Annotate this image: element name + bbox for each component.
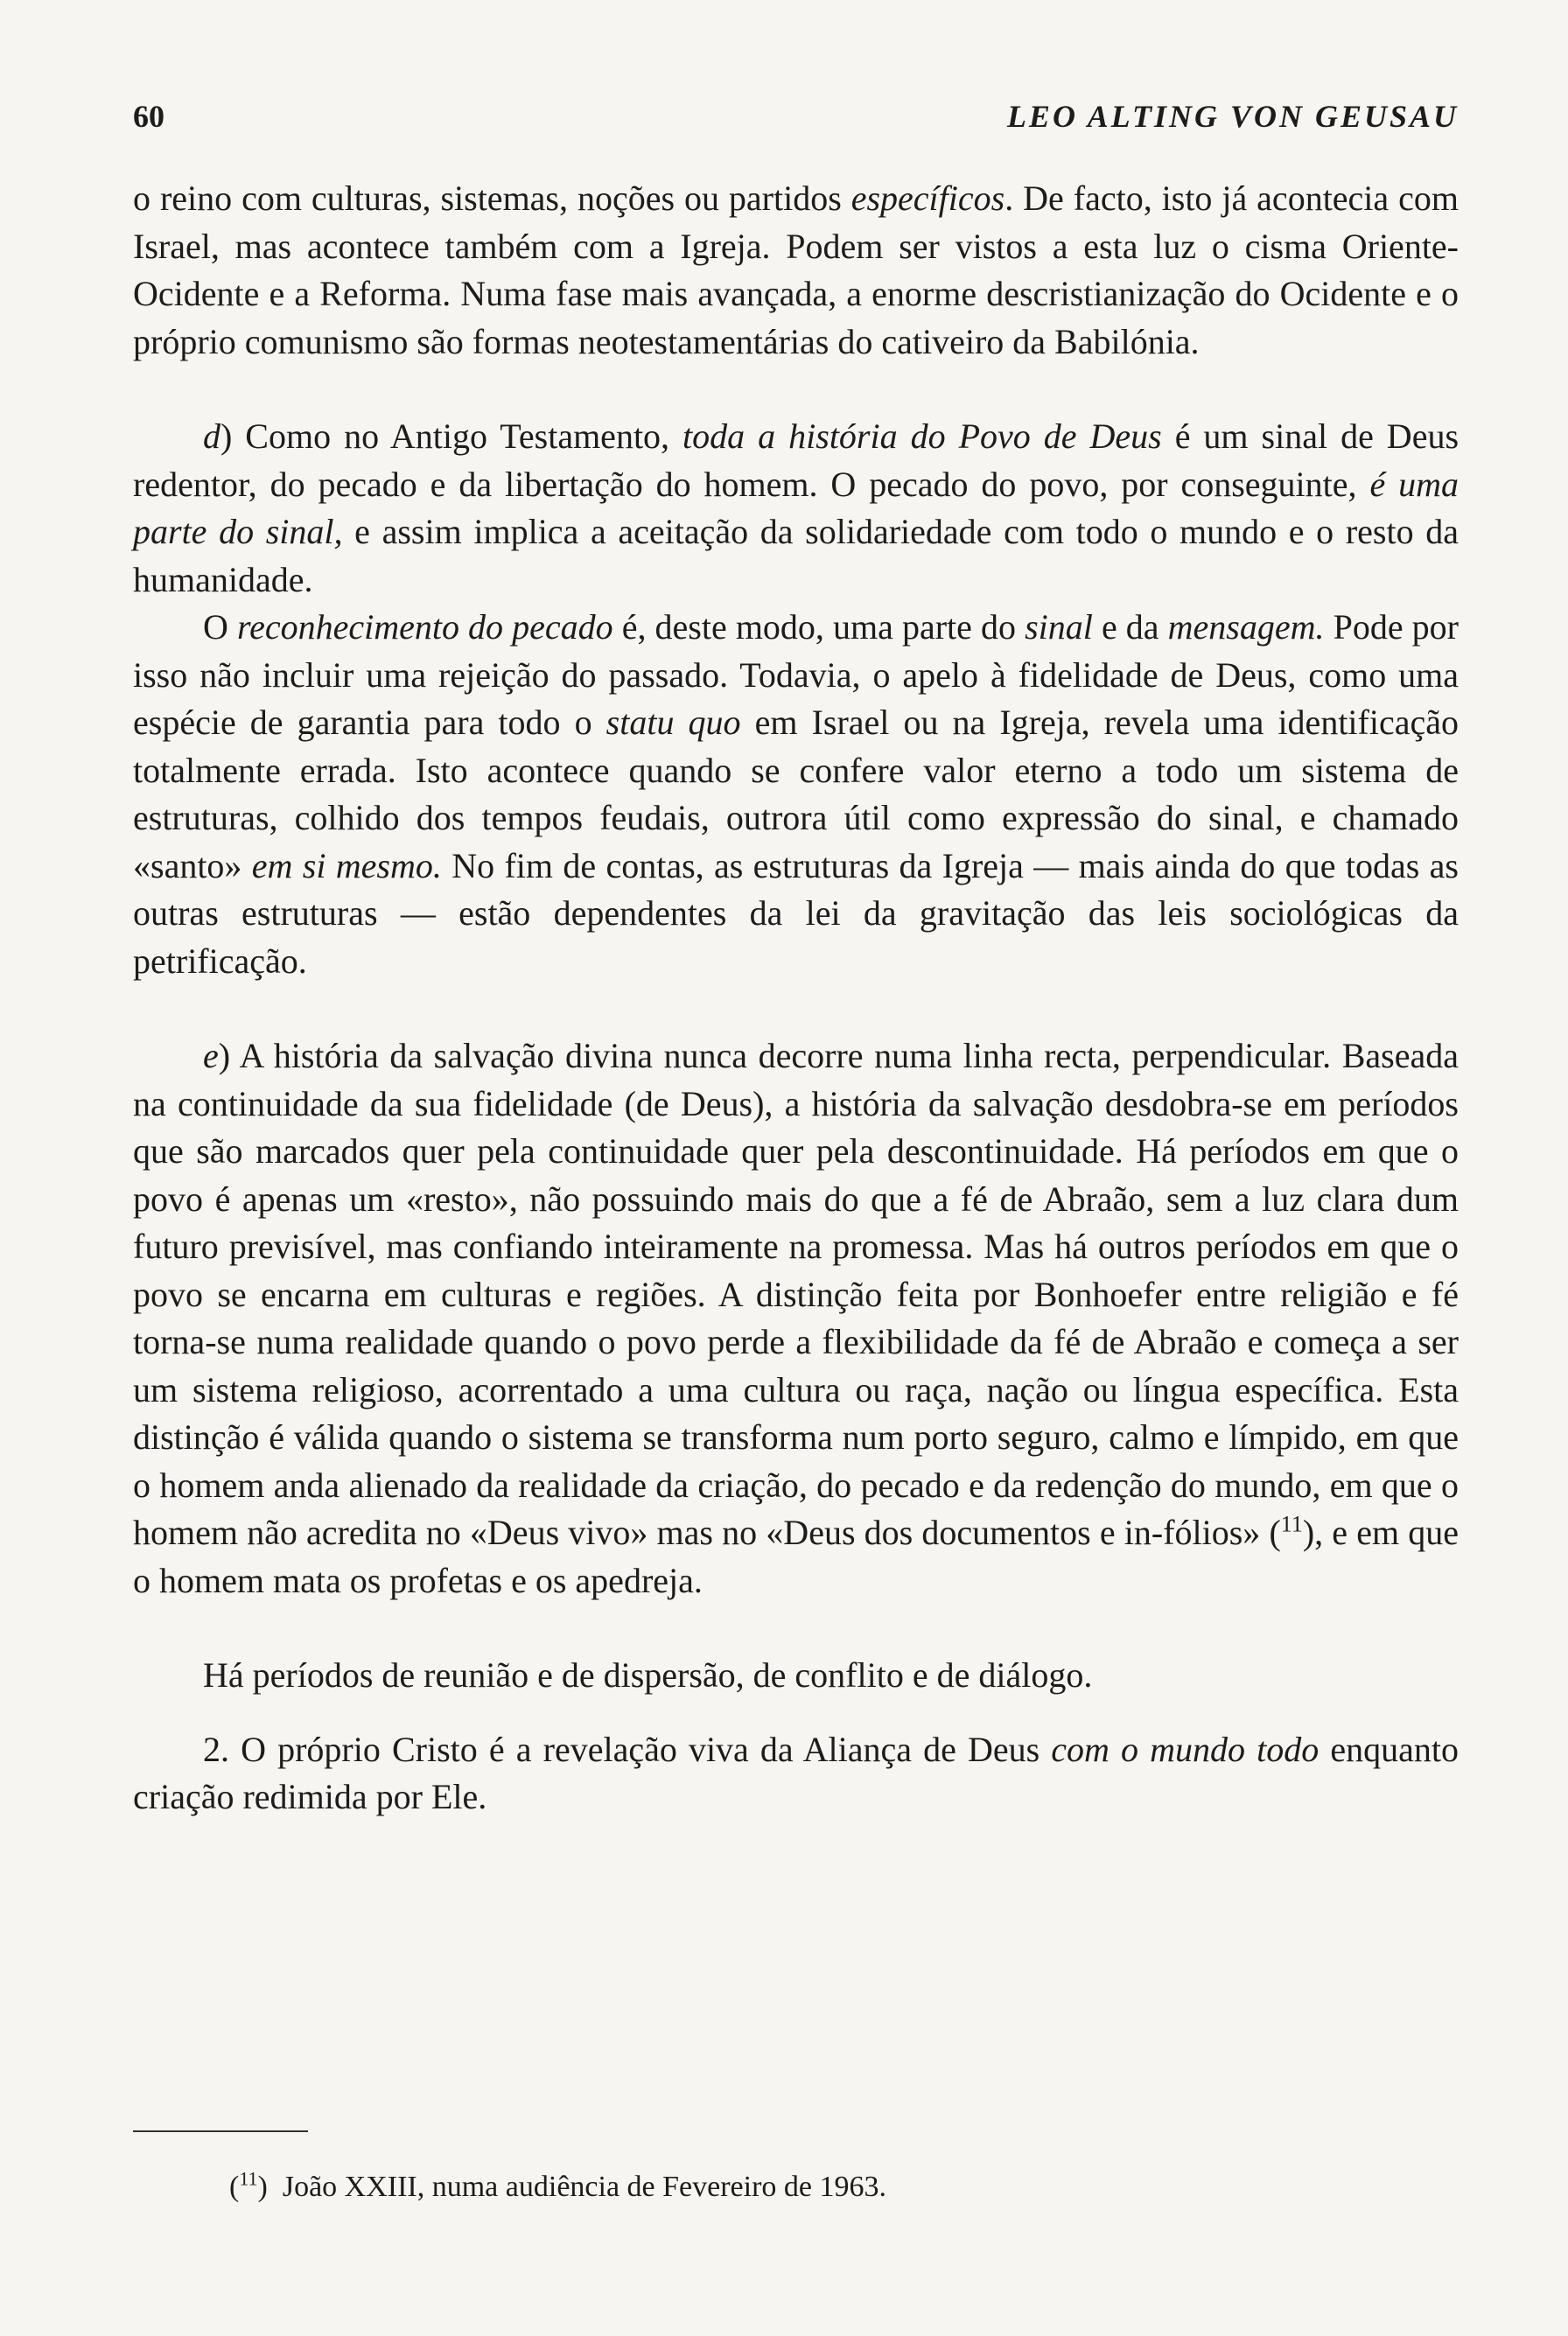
text-run: ) A história da salvação divina nunca decorre numa linha recta, perpendicular. Baseada na continuidade da sua fidelidade (de Deus), a história da salvação desdobra-se em períodos que são marcados quer pela continuidade quer pela descontinuidade. Há períodos em que o povo é apenas um «resto», não possuindo mais do que a fé de Abraão, sem a luz clara dum futuro previsível, mas confiando inteiramente na promessa. Mas há outros períodos em que o povo se encarna em culturas e regiões. A distinção feita por Bonhoefer entre religião e fé torna-se numa realidade quando o povo perde a flexibilidade da fé de Abraão e começa a ser um sistema religioso, acorrentado a uma cultura ou raça, nação ou língua específica. Esta distinção é válida quando o sistema se transforma num porto seguro, calmo e límpido, em que o homem anda alienado da realidade da criação, do pecado e da redenção do mundo, em que o homem não acredita no «Deus vivo» mas no «Deus dos documentos e in-fólios» ( — [133, 1036, 1459, 1552]
text-run: . De facto, isto já acontecia com Israel, mas acontece também com a Igreja. Podem ser vistos a esta luz o cisma Oriente-Ocidente e a Reforma. Numa fase mais avançada, a enorme descristianização do Ocidente e o próprio comunismo são formas neotestamentárias do cativeiro da Babilónia. — [133, 178, 1459, 361]
italic-text: específicos — [850, 178, 1005, 218]
italic-text: toda a história do Povo de Deus — [682, 416, 1162, 456]
italic-text: sinal — [1025, 607, 1093, 647]
text-run: No fim de contas, as estruturas da Igreja — mais ainda do que todas as outras estruturas — estão dependentes da lei da gravitação das leis sociológicas da petrificação. — [133, 845, 1459, 981]
page-number: 60 — [133, 99, 164, 134]
page-header — [133, 98, 1459, 135]
italic-text: é uma parte do sinal, — [133, 464, 1460, 551]
paragraph — [133, 1032, 1459, 1605]
text-run: 2. O próprio Cristo é a revelação viva da Aliança de Deus — [203, 1729, 1052, 1769]
italic-text: em si mesmo. — [251, 845, 442, 885]
text-run: Pode por isso não incluir uma rejeição do passado. Todavia, o apelo à fidelidade de Deus, como uma espécie de garantia para todo o — [133, 607, 1459, 742]
paragraph — [133, 604, 1459, 985]
paragraph — [133, 175, 1459, 366]
paragraph — [133, 413, 1459, 604]
italic-text: mensagem. — [1167, 607, 1325, 647]
text-run: e da — [1092, 607, 1168, 647]
text-run: ) Como no Antigo Testamento, — [220, 416, 683, 456]
text-run: em Israel ou na Igreja, revela uma identificação totalmente errada. Isto acontece quando se confere valor eterno a todo um sistema de estruturas, colhido dos tempos feudais, outrora útil como expressão do sinal, e chamado «santo» — [133, 703, 1459, 885]
footnote: ($^{11}$) João XXIII, numa audiência de Fevereiro de 1963. — [229, 2167, 886, 2203]
italic-text: d — [203, 416, 220, 456]
paragraph — [133, 1652, 1459, 1700]
italic-text: com o mundo todo — [1051, 1729, 1320, 1769]
text-run: ), e em que o homem mata os profetas e os apedreja. — [133, 1513, 1459, 1600]
footnote-reference: 11 — [1280, 1511, 1303, 1537]
running-title: LEO ALTING VON GEUSAU — [1006, 99, 1459, 134]
text-run: o reino com culturas, sistemas, noções ou partidos — [133, 178, 851, 218]
text-run: O — [203, 607, 237, 647]
body-text — [133, 175, 1459, 1822]
footnote-divider — [133, 2130, 308, 2132]
text-run: é um sinal de Deus redentor, do pecado e da libertação do homem. O pecado do povo, por conseguinte, — [133, 416, 1460, 504]
text-run: enquanto criação redimida por Ele. — [133, 1729, 1459, 1816]
text-run: é, deste modo, uma parte do — [612, 607, 1026, 647]
italic-text: e — [203, 1036, 219, 1075]
footnote-text: João XXIII, numa audiência de Fevereiro de 1963. — [282, 2171, 886, 2203]
italic-text: statu quo — [606, 703, 741, 742]
paragraph — [133, 1726, 1459, 1822]
italic-text: reconhecimento do pecado — [236, 607, 613, 647]
footnote-marker: 11 — [239, 2167, 258, 2190]
text-run: e assim implica a aceitação da solidariedade com todo o mundo e o resto da humanidade. — [133, 512, 1459, 599]
text-run: Há períodos de reunião e de dispersão, de conflito e de diálogo. — [203, 1655, 1093, 1695]
